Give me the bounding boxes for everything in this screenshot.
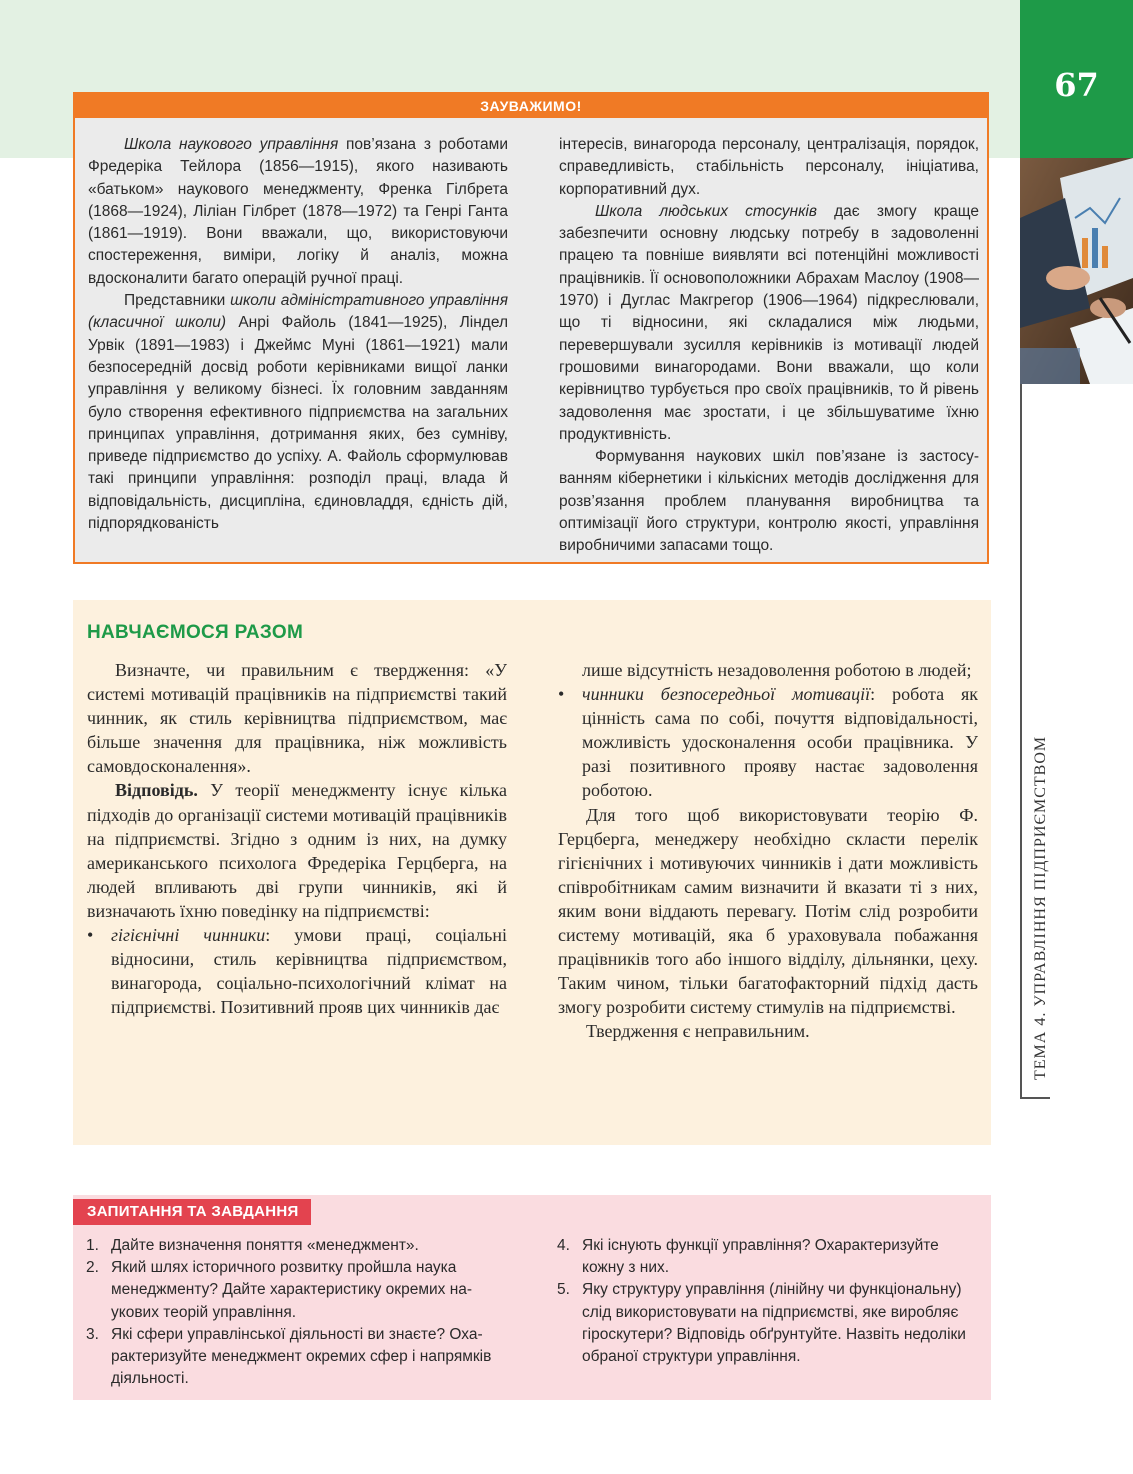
business-photo [1020,158,1133,384]
note-text: пов’язана з роботами Фредеріка Тейлора (1856—1915), якого називають «батьком» наукового менеджменту, Френка Гілбрета (1868—1924), Ліліан Гілбрет (1878—1972) та Генрі Ганта (1861—1919). Вони вважали, що, використовуючи спостереження, виміри, логіку й аналіз, можна вдосконалити багато операцій ручної праці. [88,136,508,287]
note-box [73,92,989,564]
question-text: Дайте визначення поняття «менеджмент». [111,1237,419,1254]
page-number: 67 [1054,66,1099,104]
study-question: Визначте, чи правильним є твердження: «У системі мотивацій працівників на підприємстві такий чинник, як стиль керівництва підприємством, має більше значення для працівника, ніж можливість самовдосконалення». [87,660,507,777]
questions-left-column [86,1235,511,1390]
question-text: Яку структуру управління (лінійну чи функціональну) слід використовувати на підприємстві, яке виробляє гіроскутери? Відповідь обґрунтуйте. Назвіть недоліки обраної структури управління. [582,1281,966,1366]
study-together-box [73,600,991,1145]
note-text: Представники [124,292,231,310]
question-item [557,1279,982,1368]
study-paragraph: Для того щоб використовувати теорію Ф. Герцберга, менеджеру необхідно скласти перелік гігієнічних і мотивуючих чинників і дати можливість співробітникам самим визначити й вказати ті з них, яким вони віддають перевагу. Потім слід розробити систему мотивацій, яка б ураховувала побажання працівників того або іншого відділу, дільнянки, цеху. Таким чином, тільки багатофакторний підхід дасть змогу розробити систему стимулів на підприємстві. [558,804,978,1018]
questions-right-column [557,1235,982,1368]
side-rule-foot [1020,1097,1050,1099]
questions-title: ЗАПИТАННЯ ТА ЗАВДАННЯ [73,1199,311,1225]
question-text: Які сфери управлінської діяльності ви знаєте? Охарактеризуйте менеджмент окремих сфер і напрямків діяльності. [111,1325,492,1388]
question-number: 1. [86,1237,99,1254]
note-term: Школа наукового управління [124,136,339,153]
question-item [86,1324,511,1391]
note-header: ЗАУВАЖИМО! [75,94,987,118]
study-right-column [558,658,978,1044]
question-text: Який шлях історичного розвитку пройшла наука менеджменту? Дайте характеристику окремих наукових теорій управління. [111,1259,473,1321]
question-number: 3. [86,1325,99,1343]
question-item [557,1235,982,1279]
bullet-item [87,923,507,1019]
note-paragraph: інтересів, винагорода персоналу, централізація, порядок, справедливість, стабільність персоналу, ініціатива, корпоративний дух. [559,136,979,198]
note-term: Школа людських стосунків [595,202,817,220]
note-paragraph [88,134,508,290]
bullet-continuation: лише відсутність незадоволення роботою в людей; [582,660,972,680]
bullet-text: : робота як цінність сама по собі, почуття відповідальності, можливість удосконалення особи працівника. У разі позитивного прояву настає задоволення роботою. [582,684,978,801]
question-text: Які існують функції управління? Охарактеризуйте кожну з них. [582,1237,939,1277]
study-answer [87,778,507,923]
bullet-icon: • [558,684,565,705]
bullet-item [558,682,978,802]
question-number: 5. [557,1281,570,1299]
side-topic-title: ТЕМА 4. УПРАВЛІННЯ ПІДПРИЄМСТВОМ [1032,735,1049,1080]
note-paragraph [559,201,979,446]
questions-box [73,1195,991,1400]
note-right-column [559,134,979,558]
question-number: 4. [557,1237,570,1254]
question-item [86,1235,511,1257]
question-item [86,1257,511,1324]
note-text: дає змогу краще забезпечити основну людську потребу в задоволенні працею та повніше виявляти всі потенційні можливості працівників. Її основоположники Абрахам Маслоу (1908—1970) і Дуглас Макгрегор (1906—1964) підкреслювали, що ті відносини, які складалися між людьми, перевершували зусилля керівників із мотивації людей грошовими винагородами. Вони вважали, що коли керівництво турбується про своїх працівників, то й рівень задоволення має зростати, і це збільшуватиме їхню продуктивність. [559,202,979,443]
study-conclusion: Твердження є неправильним. [586,1021,810,1042]
bullet-icon: • [87,925,94,946]
study-left-column [87,658,507,1019]
answer-label: Відповідь. [115,780,198,801]
note-left-column [88,134,508,535]
bullet-term: чинники безпосередньої мотивації [582,684,871,705]
note-text: Анрі Файоль (1841—1925), Ліндел Урвік (1891—1983) і Джеймс Муні (1861—1921) мали безпосередній досвід роботи керівниками вищої ланки управління у великому бізнесі. Їх головним завданням було створення ефективного підприємства на загальних принципах управління, дотримання яких, без сумніву, приведе підприємство до успіху. А. Файоль сформулював такі принципи управління: розподіл праці, влада й відповідальність, дисципліна, єдиновладдя, єдність дій, підпорядкованість [88,314,508,533]
bullet-text: : умови праці, соціальні відносини, стиль керівництва підприємством, винагорода, соціально-психологічний клімат на підприємстві. Позитивний прояв цих чинників дає [111,925,507,1018]
side-rule [1020,384,1022,1097]
study-title: НАВЧАЄМОСЯ РАЗОМ [87,622,304,643]
note-paragraph [88,290,508,535]
business-photo-illustration [1020,158,1133,384]
note-term: школи адміністративного управління (класичної школи) [88,292,508,332]
note-paragraph: Формування наукових шкіл пов’язане із застосуванням кібернетики і кількісних методів дослідження для розв’язання проблем планування виробництва та оптимізації його структури, контролю якості, управління виробничими запасами тощо. [559,448,979,555]
page-number-box [1020,0,1133,158]
answer-text: У теорії менеджменту існує кілька підходів до організації системи мотивацій працівників на підприємстві. Згідно з одним із них, на думку американського психолога Фредеріка Герцберга, на людей впливають дві групи чинників, які й визначають їхню поведінку на підприємстві: [87,780,507,921]
bullet-term: гігієнічні чинники [111,925,266,946]
question-number: 2. [86,1259,99,1277]
